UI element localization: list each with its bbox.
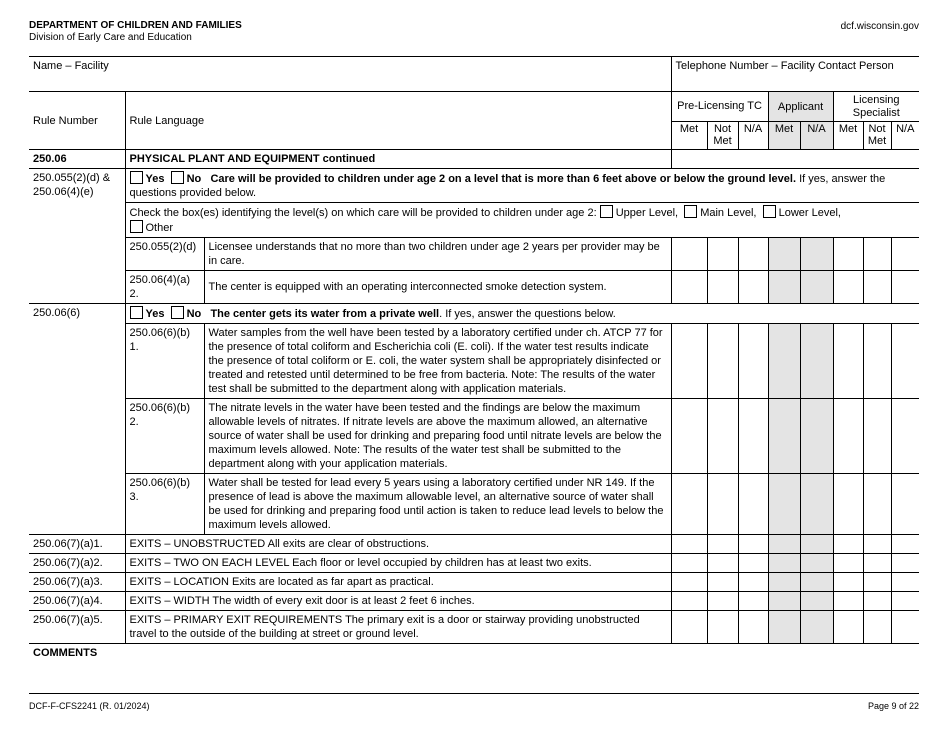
met-cell[interactable] [671,474,707,535]
rule-number: 250.06(6) [29,304,125,535]
inspection-table [29,56,919,684]
met-cell[interactable] [671,535,707,554]
department-name: DEPARTMENT OF CHILDREN AND FAMILIES [29,20,242,31]
not-met-cell[interactable] [707,474,738,535]
met-header: Met [768,122,800,150]
applicant-na-cell[interactable] [800,399,833,474]
na-header: N/A [800,122,833,150]
applicant-na-cell[interactable] [800,324,833,399]
ls-na-cell[interactable] [891,324,919,399]
ls-met-cell[interactable] [833,399,863,474]
no-label: No [186,308,202,320]
sub-rule-number: 250.06(6)(b) 2. [125,399,204,474]
not-met-cell[interactable] [707,238,738,271]
na-cell[interactable] [738,324,768,399]
na-cell[interactable] [738,573,768,592]
applicant-met-cell[interactable] [768,238,800,271]
levels-prompt: Check the box(es) identifying the level(s) on which care will be provided to children under age 2: [129,207,597,219]
not-met-cell[interactable] [707,271,738,304]
ls-met-cell[interactable] [833,271,863,304]
met-cell[interactable] [671,573,707,592]
na-cell[interactable] [738,535,768,554]
rule-number: 250.06(7)(a)2. [29,554,125,573]
ls-not-met-cell[interactable] [863,592,891,611]
rule-question [125,169,919,203]
licensing-specialist-header: Licensing Specialist [833,92,919,122]
rule-text: EXITS – WIDTH The width of every exit door is at least 2 feet 6 inches. [125,592,671,611]
applicant-met-cell[interactable] [768,535,800,554]
sub-rule-text: The nitrate levels in the water have been tested and the findings are below the maximum allowable levels of nitrates. If nitrate levels are above the maximum allowed, an alternative source of water shall be used for drinking and preparing food until nitrate levels are below the maximum levels allowed. Note: The results of the water test shall be submitted to the department along with your application materials. [204,399,671,474]
sub-rule-number: 250.055(2)(d) [125,238,204,271]
sub-rule-text: Licensee understands that no more than two children under age 2 years per provider may be in care. [204,238,671,271]
ls-met-cell[interactable] [833,573,863,592]
met-header: Met [833,122,863,150]
ls-na-cell[interactable] [891,271,919,304]
main-level-label: Main Level, [700,207,757,219]
not-met-cell[interactable] [707,324,738,399]
ls-not-met-cell[interactable] [863,611,891,644]
page-header [29,20,242,44]
ls-not-met-cell[interactable] [863,535,891,554]
applicant-header: Applicant [768,92,833,122]
rule-number: 250.055(2)(d) & 250.06(4)(e) [29,169,125,304]
rule-number: 250.06(7)(a)5. [29,611,125,644]
ls-met-cell[interactable] [833,535,863,554]
met-cell[interactable] [671,611,707,644]
not-met-cell[interactable] [707,399,738,474]
no-checkbox[interactable] [171,306,184,319]
no-label: No [186,173,202,185]
applicant-na-cell[interactable] [800,554,833,573]
section-number: 250.06 [29,150,125,169]
rule-number: 250.06(7)(a)3. [29,573,125,592]
question-text: Care will be provided to children under age 2 on a level that is more than 6 feet above or below the ground level. [210,173,797,185]
ls-na-cell[interactable] [891,399,919,474]
applicant-na-cell[interactable] [800,573,833,592]
ls-not-met-cell[interactable] [863,271,891,304]
pre-licensing-header: Pre-Licensing TC [671,92,768,122]
other-level-label: Other [145,222,174,234]
question-suffix: . If yes, answer the questions below. [439,308,616,320]
question-text: The center gets its water from a private well [210,308,440,320]
met-header: Met [671,122,707,150]
yes-checkbox[interactable] [130,171,143,184]
applicant-met-cell[interactable] [768,474,800,535]
applicant-na-cell[interactable] [800,592,833,611]
applicant-met-cell[interactable] [768,324,800,399]
ls-na-cell[interactable] [891,238,919,271]
sub-rule-text: Water shall be tested for lead every 5 years using a laboratory certified under NR 149. If the presence of lead is above the maximum allowable level, an alternative source of water shall be used for drinking and preparing food until action is taken to reduce lead levels to below the maximum levels allowed. [204,474,671,535]
rule-text: EXITS – UNOBSTRUCTED All exits are clear of obstructions. [125,535,671,554]
ls-met-cell[interactable] [833,592,863,611]
yes-checkbox[interactable] [130,306,143,319]
ls-na-cell[interactable] [891,474,919,535]
na-cell[interactable] [738,611,768,644]
ls-not-met-cell[interactable] [863,573,891,592]
main-level-checkbox[interactable] [684,205,697,218]
rule-number: 250.06(7)(a)4. [29,592,125,611]
yes-label: Yes [145,173,165,185]
ls-na-cell[interactable] [891,592,919,611]
section-title: PHYSICAL PLANT AND EQUIPMENT continued [125,150,671,169]
rule-text: EXITS – PRIMARY EXIT REQUIREMENTS The primary exit is a door or stairway providing unobstructed travel to the outside of the building at street or ground level. [125,611,671,644]
applicant-na-cell[interactable] [800,611,833,644]
not-met-cell[interactable] [707,554,738,573]
ls-met-cell[interactable] [833,238,863,271]
sub-rule-text: The center is equipped with an operating interconnected smoke detection system. [204,271,671,304]
comments-field[interactable]: COMMENTS [29,644,919,684]
na-header: N/A [738,122,768,150]
met-cell[interactable] [671,554,707,573]
na-cell[interactable] [738,554,768,573]
ls-not-met-cell[interactable] [863,324,891,399]
sub-rule-number: 250.06(6)(b) 1. [125,324,204,399]
applicant-na-cell[interactable] [800,535,833,554]
rule-number: 250.06(7)(a)1. [29,535,125,554]
telephone-field[interactable]: Telephone Number – Facility Contact Person [671,57,919,92]
not-met-cell[interactable] [707,592,738,611]
rule-number-header: Rule Number [29,92,125,150]
form-id: DCF-F-CFS2241 (R. 01/2024) [29,701,150,711]
applicant-met-cell[interactable] [768,271,800,304]
sub-rule-text: Water samples from the well have been tested by a laboratory certified under ch. ATCP 77 for the presence of total coliform and Escherichia coli (E. coli). If the water test results indicate the presence of total coliform or E. coli, the water system shall be appropriately disinfected or treated and retested until determined to be free from bacteria. Note: The results of the water test shall be submitted to the department along with application materials. [204,324,671,399]
upper-level-checkbox[interactable] [600,205,613,218]
question-suffix: If yes, answer the questions provided below. [129,173,886,199]
page-number: Page 9 of 22 [867,701,919,711]
yes-label: Yes [145,308,165,320]
ls-na-cell[interactable] [891,573,919,592]
ls-na-cell[interactable] [891,611,919,644]
na-cell[interactable] [738,271,768,304]
website-link[interactable]: dcf.wisconsin.gov [840,21,919,32]
footer-divider [29,693,919,694]
not-met-header: Not Met [863,122,891,150]
sub-rule-number: 250.06(6)(b) 3. [125,474,204,535]
not-met-cell[interactable] [707,611,738,644]
ls-not-met-cell[interactable] [863,554,891,573]
applicant-met-cell[interactable] [768,573,800,592]
sub-rule-number: 250.06(4)(a) 2. [125,271,204,304]
not-met-cell[interactable] [707,573,738,592]
name-facility-field[interactable]: Name – Facility [29,57,671,92]
not-met-header: Not Met [707,122,738,150]
lower-level-checkbox[interactable] [763,205,776,218]
na-cell[interactable] [738,238,768,271]
applicant-met-cell[interactable] [768,611,800,644]
no-checkbox[interactable] [171,171,184,184]
ls-met-cell[interactable] [833,324,863,399]
ls-not-met-cell[interactable] [863,474,891,535]
upper-level-label: Upper Level, [615,207,679,219]
ls-met-cell[interactable] [833,554,863,573]
ls-na-cell[interactable] [891,535,919,554]
applicant-na-cell[interactable] [800,271,833,304]
rule-language-header: Rule Language [125,92,671,150]
met-cell[interactable] [671,399,707,474]
applicant-na-cell[interactable] [800,238,833,271]
met-cell[interactable] [671,271,707,304]
met-cell[interactable] [671,238,707,271]
rule-text: EXITS – LOCATION Exits are located as far apart as practical. [125,573,671,592]
applicant-met-cell[interactable] [768,592,800,611]
level-selection [125,203,919,238]
lower-level-label: Lower Level, [778,207,841,219]
rule-text: EXITS – TWO ON EACH LEVEL Each floor or level occupied by children has at least two exits. [125,554,671,573]
met-cell[interactable] [671,592,707,611]
na-cell[interactable] [738,399,768,474]
na-cell[interactable] [738,592,768,611]
ls-met-cell[interactable] [833,611,863,644]
met-cell[interactable] [671,324,707,399]
applicant-na-cell[interactable] [800,474,833,535]
applicant-met-cell[interactable] [768,399,800,474]
ls-na-cell[interactable] [891,554,919,573]
not-met-cell[interactable] [707,535,738,554]
ls-met-cell[interactable] [833,474,863,535]
na-header: N/A [891,122,919,150]
applicant-met-cell[interactable] [768,554,800,573]
rule-question [125,304,919,324]
division-name: Division of Early Care and Education [29,32,192,43]
ls-not-met-cell[interactable] [863,399,891,474]
na-cell[interactable] [738,474,768,535]
ls-not-met-cell[interactable] [863,238,891,271]
other-level-checkbox[interactable] [130,220,143,233]
